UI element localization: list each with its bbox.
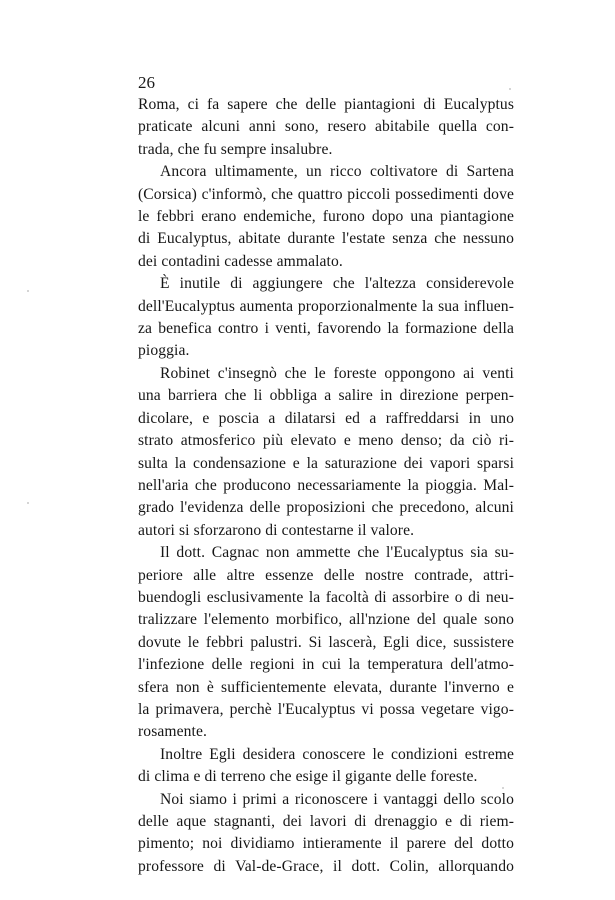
text-line: dei contadini cadesse ammalato. (138, 252, 343, 270)
text-line: autori si sforzarono di contestarne il valore. (138, 521, 415, 539)
text-line: professore di Val-de-Grace, il dott. Colin, allorquando (138, 857, 514, 875)
text-line: Inoltre Egli desidera conoscere le condizioni estreme (160, 745, 514, 763)
text-line: Il dott. Cagnac non ammette che l'Eucalyptus sia su- (160, 544, 514, 562)
text-line: strato atmosferico più elevato e meno denso; da ciò ri- (138, 432, 514, 450)
text-line: Ancora ultimamente, un ricco coltivatore di Sartena (160, 163, 514, 181)
body-text (138, 94, 514, 878)
text-line: rosamente. (138, 723, 207, 741)
text-line: l'infezione delle regioni in cui la temperatura dell'atmo- (138, 656, 514, 674)
text-line: È inutile di aggiungere che l'altezza considerevole (160, 275, 514, 293)
text-line: za benefica contro i venti, favorendo la formazione della (138, 320, 514, 338)
text-line: pimento; noi dividiamo intieramente il parere del dotto (138, 835, 514, 853)
text-line: periore alle altre essenze delle nostre contrade, attri- (138, 566, 514, 584)
text-line: pioggia. (138, 342, 190, 360)
paper-speck (27, 502, 29, 504)
text-line: dovute le febbri palustri. Si lascerà, Egli dice, sussistere (138, 633, 514, 651)
paper-speck (27, 290, 29, 292)
text-line: Noi siamo i primi a riconoscere i vantaggi dello scolo (160, 790, 514, 808)
text-line: buendogli esclusivamente la facoltà di assorbire o di neu- (138, 588, 514, 606)
text-line: tralizzare l'elemento morbifico, all'nzione del quale sono (138, 611, 514, 629)
text-line: (Corsica) c'informò, che quattro piccoli possedimenti dove (138, 185, 514, 203)
paper-speck (509, 88, 511, 90)
text-line: sfera non è sufficientemente elevata, durante l'inverno e (138, 678, 514, 696)
text-line: una barriera che li obbliga a salire in direzione perpen- (138, 387, 514, 405)
text-line: le febbri erano endemiche, furono dopo una piantagione (138, 208, 514, 226)
text-line: la primavera, perchè l'Eucalyptus vi possa vegetare vigo- (138, 700, 514, 718)
paper-speck (502, 787, 504, 789)
text-line: Robinet c'insegnò che le foreste oppongono ai venti (160, 364, 514, 382)
text-line: grado l'evidenza delle proposizioni che precedono, alcuni (138, 499, 514, 517)
text-line: trada, che fu sempre insalubre. (138, 140, 333, 158)
text-line: Roma, ci fa sapere che delle piantagioni di Eucalyptus (138, 96, 514, 113)
text-line: nell'aria che producono necessariamente la pioggia. Mal- (138, 476, 514, 494)
text-line: delle aque stagnanti, dei lavori di drenaggio e di riem- (138, 813, 514, 830)
text-line: dell'Eucalyptus aumenta proporzionalmente la sua influen- (138, 297, 514, 315)
text-line: praticate alcuni anni sono, resero abitabile quella con- (138, 118, 514, 136)
text-line: sulta la condensazione e la saturazione dei vapori sparsi (138, 454, 514, 472)
text-line: dicolare, e poscia a dilatarsi ed a raffreddarsi in uno (138, 409, 514, 427)
text-line: di Eucalyptus, abitate durante l'estate senza che nessuno (138, 230, 514, 248)
page-number: 26 (138, 73, 155, 92)
text-line: di clima e di terreno che esige il gigante delle foreste. (138, 768, 478, 786)
